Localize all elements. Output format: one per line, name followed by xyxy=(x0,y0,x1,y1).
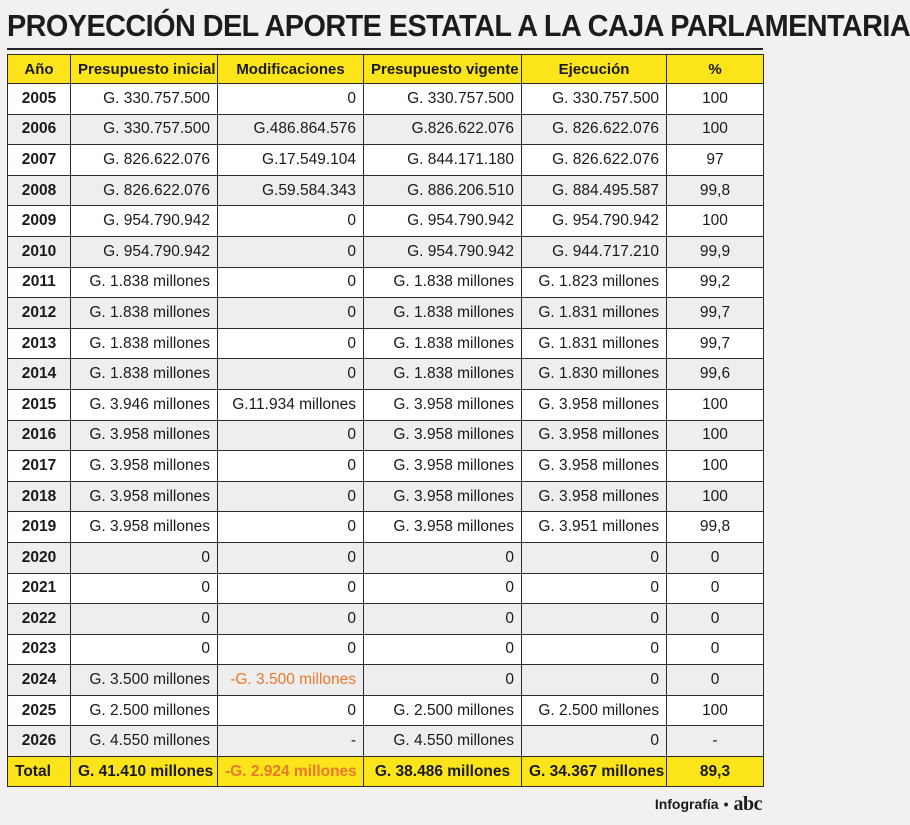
table-row xyxy=(8,175,764,206)
inicial-cell: G. 330.757.500 xyxy=(71,84,218,115)
pct-cell: 100 xyxy=(667,389,764,420)
ejecucion-cell: G. 954.790.942 xyxy=(522,206,667,237)
ejecucion-cell: G. 3.958 millones xyxy=(522,420,667,451)
year-cell: 2021 xyxy=(8,573,71,604)
modificaciones-cell: G.486.864.576 xyxy=(218,114,364,145)
ejecucion-cell: G. 826.622.076 xyxy=(522,114,667,145)
inicial-cell: G. 3.958 millones xyxy=(71,512,218,543)
modificaciones-cell: 0 xyxy=(218,695,364,726)
vigente-cell: G. 1.838 millones xyxy=(364,267,522,298)
year-cell: 2024 xyxy=(8,665,71,696)
year-cell: 2010 xyxy=(8,236,71,267)
credit xyxy=(655,794,762,814)
year-cell: 2018 xyxy=(8,481,71,512)
modificaciones-cell: 0 xyxy=(218,481,364,512)
modificaciones-cell: -G. 3.500 millones xyxy=(218,665,364,696)
inicial-cell: 0 xyxy=(71,604,218,635)
table-row xyxy=(8,236,764,267)
inicial-cell: 0 xyxy=(71,573,218,604)
year-cell: 2019 xyxy=(8,512,71,543)
ejecucion-cell: G. 3.958 millones xyxy=(522,481,667,512)
column-header: Modificaciones xyxy=(218,55,364,84)
ejecucion-cell: 0 xyxy=(522,604,667,635)
modificaciones-cell: - xyxy=(218,726,364,757)
inicial-cell: G. 3.500 millones xyxy=(71,665,218,696)
year-cell: 2009 xyxy=(8,206,71,237)
total-row xyxy=(8,757,764,787)
vigente-cell: G. 3.958 millones xyxy=(364,420,522,451)
year-cell: 2026 xyxy=(8,726,71,757)
vigente-cell: G. 886.206.510 xyxy=(364,175,522,206)
year-cell: 2023 xyxy=(8,634,71,665)
vigente-cell: 0 xyxy=(364,604,522,635)
ejecucion-cell: 0 xyxy=(522,542,667,573)
vigente-cell: G. 844.171.180 xyxy=(364,145,522,176)
page-title: PROYECCIÓN DEL APORTE ESTATAL A LA CAJA PARLAMENTARIA xyxy=(7,8,910,43)
pct-cell: 99,8 xyxy=(667,512,764,543)
pct-cell: 99,6 xyxy=(667,359,764,390)
year-cell: 2012 xyxy=(8,298,71,329)
ejecucion-cell: G. 944.717.210 xyxy=(522,236,667,267)
inicial-cell: G. 2.500 millones xyxy=(71,695,218,726)
pct-cell: 99,8 xyxy=(667,175,764,206)
table-row xyxy=(8,512,764,543)
vigente-cell: G. 3.958 millones xyxy=(364,481,522,512)
vigente-cell: G. 3.958 millones xyxy=(364,451,522,482)
modificaciones-cell: G.17.549.104 xyxy=(218,145,364,176)
table-row xyxy=(8,604,764,635)
table-row xyxy=(8,267,764,298)
modificaciones-cell: 0 xyxy=(218,84,364,115)
vigente-cell: G. 330.757.500 xyxy=(364,84,522,115)
vigente-cell: G. 1.838 millones xyxy=(364,359,522,390)
ejecucion-cell: G. 1.823 millones xyxy=(522,267,667,298)
table-row xyxy=(8,389,764,420)
vigente-cell: G. 3.958 millones xyxy=(364,389,522,420)
ejecucion-cell: G. 1.831 millones xyxy=(522,298,667,329)
total-ejecucion-cell: G. 34.367 millones xyxy=(522,757,667,787)
year-cell: 2015 xyxy=(8,389,71,420)
inicial-cell: G. 1.838 millones xyxy=(71,328,218,359)
column-header: Presupuesto inicial xyxy=(71,55,218,84)
ejecucion-cell: G. 3.958 millones xyxy=(522,389,667,420)
modificaciones-cell: 0 xyxy=(218,420,364,451)
modificaciones-cell: G.11.934 millones xyxy=(218,389,364,420)
pct-cell: 100 xyxy=(667,451,764,482)
modificaciones-cell: 0 xyxy=(218,451,364,482)
inicial-cell: G. 3.958 millones xyxy=(71,420,218,451)
table-row xyxy=(8,145,764,176)
column-header: % xyxy=(667,55,764,84)
table-body xyxy=(8,84,764,757)
pct-cell: 0 xyxy=(667,573,764,604)
table-row xyxy=(8,634,764,665)
total-label: Total xyxy=(8,757,71,787)
ejecucion-cell: G. 1.831 millones xyxy=(522,328,667,359)
modificaciones-cell: 0 xyxy=(218,512,364,543)
table-row xyxy=(8,573,764,604)
credit-label: Infografía xyxy=(654,796,719,812)
vigente-cell: G. 2.500 millones xyxy=(364,695,522,726)
inicial-cell: 0 xyxy=(71,542,218,573)
table-row xyxy=(8,542,764,573)
table-row xyxy=(8,84,764,115)
inicial-cell: G. 3.946 millones xyxy=(71,389,218,420)
modificaciones-cell: 0 xyxy=(218,328,364,359)
inicial-cell: G. 4.550 millones xyxy=(71,726,218,757)
year-cell: 2005 xyxy=(8,84,71,115)
vigente-cell: 0 xyxy=(364,634,522,665)
pct-cell: 99,2 xyxy=(667,267,764,298)
ejecucion-cell: 0 xyxy=(522,573,667,604)
inicial-cell: G. 1.838 millones xyxy=(71,359,218,390)
column-header: Ejecución xyxy=(522,55,667,84)
pct-cell: 100 xyxy=(667,84,764,115)
pct-cell: 97 xyxy=(667,145,764,176)
pct-cell: 100 xyxy=(667,420,764,451)
column-header: Año xyxy=(8,55,71,84)
inicial-cell: G. 954.790.942 xyxy=(71,206,218,237)
year-cell: 2014 xyxy=(8,359,71,390)
pct-cell: 100 xyxy=(667,695,764,726)
ejecucion-cell: G. 3.951 millones xyxy=(522,512,667,543)
pct-cell: 0 xyxy=(667,665,764,696)
year-cell: 2022 xyxy=(8,604,71,635)
pct-cell: 0 xyxy=(667,542,764,573)
modificaciones-cell: 0 xyxy=(218,542,364,573)
table-row xyxy=(8,481,764,512)
total-modificaciones-cell: -G. 2.924 millones xyxy=(218,757,364,787)
budget-table xyxy=(7,54,764,787)
vigente-cell: G. 954.790.942 xyxy=(364,206,522,237)
vigente-cell: 0 xyxy=(364,665,522,696)
inicial-cell: G. 954.790.942 xyxy=(71,236,218,267)
year-cell: 2007 xyxy=(8,145,71,176)
inicial-cell: G. 3.958 millones xyxy=(71,481,218,512)
column-header: Presupuesto vigente xyxy=(364,55,522,84)
year-cell: 2006 xyxy=(8,114,71,145)
year-cell: 2025 xyxy=(8,695,71,726)
total-vigente-cell: G. 38.486 millones xyxy=(364,757,522,787)
pct-cell: 99,7 xyxy=(667,328,764,359)
table-row xyxy=(8,328,764,359)
modificaciones-cell: G.59.584.343 xyxy=(218,175,364,206)
table-header-row xyxy=(8,55,764,84)
table-row xyxy=(8,206,764,237)
year-cell: 2008 xyxy=(8,175,71,206)
year-cell: 2016 xyxy=(8,420,71,451)
ejecucion-cell: 0 xyxy=(522,665,667,696)
vigente-cell: G. 3.958 millones xyxy=(364,512,522,543)
modificaciones-cell: 0 xyxy=(218,298,364,329)
inicial-cell: G. 1.838 millones xyxy=(71,298,218,329)
total-pct-cell: 89,3 xyxy=(667,757,764,787)
ejecucion-cell: G. 826.622.076 xyxy=(522,145,667,176)
abc-logo: abc xyxy=(733,793,762,815)
inicial-cell: G. 826.622.076 xyxy=(71,145,218,176)
title-divider xyxy=(7,48,763,50)
ejecucion-cell: 0 xyxy=(522,726,667,757)
total-inicial-cell: G. 41.410 millones xyxy=(71,757,218,787)
year-cell: 2020 xyxy=(8,542,71,573)
vigente-cell: G. 1.838 millones xyxy=(364,328,522,359)
modificaciones-cell: 0 xyxy=(218,573,364,604)
modificaciones-cell: 0 xyxy=(218,604,364,635)
inicial-cell: G. 826.622.076 xyxy=(71,175,218,206)
ejecucion-cell: G. 884.495.587 xyxy=(522,175,667,206)
inicial-cell: G. 3.958 millones xyxy=(71,451,218,482)
pct-cell: - xyxy=(667,726,764,757)
table-row xyxy=(8,665,764,696)
inicial-cell: 0 xyxy=(71,634,218,665)
pct-cell: 99,9 xyxy=(667,236,764,267)
modificaciones-cell: 0 xyxy=(218,359,364,390)
ejecucion-cell: G. 330.757.500 xyxy=(522,84,667,115)
pct-cell: 100 xyxy=(667,481,764,512)
modificaciones-cell: 0 xyxy=(218,206,364,237)
table-row xyxy=(8,726,764,757)
modificaciones-cell: 0 xyxy=(218,634,364,665)
ejecucion-cell: 0 xyxy=(522,634,667,665)
year-cell: 2013 xyxy=(8,328,71,359)
ejecucion-cell: G. 3.958 millones xyxy=(522,451,667,482)
ejecucion-cell: G. 1.830 millones xyxy=(522,359,667,390)
table-row xyxy=(8,359,764,390)
vigente-cell: 0 xyxy=(364,542,522,573)
vigente-cell: 0 xyxy=(364,573,522,604)
year-cell: 2017 xyxy=(8,451,71,482)
table-row xyxy=(8,114,764,145)
pct-cell: 99,7 xyxy=(667,298,764,329)
modificaciones-cell: 0 xyxy=(218,236,364,267)
inicial-cell: G. 330.757.500 xyxy=(71,114,218,145)
vigente-cell: G.826.622.076 xyxy=(364,114,522,145)
table-row xyxy=(8,451,764,482)
credit-separator: • xyxy=(723,796,729,812)
ejecucion-cell: G. 2.500 millones xyxy=(522,695,667,726)
vigente-cell: G. 954.790.942 xyxy=(364,236,522,267)
pct-cell: 100 xyxy=(667,206,764,237)
table-row xyxy=(8,420,764,451)
modificaciones-cell: 0 xyxy=(218,267,364,298)
pct-cell: 0 xyxy=(667,634,764,665)
pct-cell: 100 xyxy=(667,114,764,145)
inicial-cell: G. 1.838 millones xyxy=(71,267,218,298)
table-row xyxy=(8,298,764,329)
table-row xyxy=(8,695,764,726)
pct-cell: 0 xyxy=(667,604,764,635)
vigente-cell: G. 1.838 millones xyxy=(364,298,522,329)
vigente-cell: G. 4.550 millones xyxy=(364,726,522,757)
year-cell: 2011 xyxy=(8,267,71,298)
